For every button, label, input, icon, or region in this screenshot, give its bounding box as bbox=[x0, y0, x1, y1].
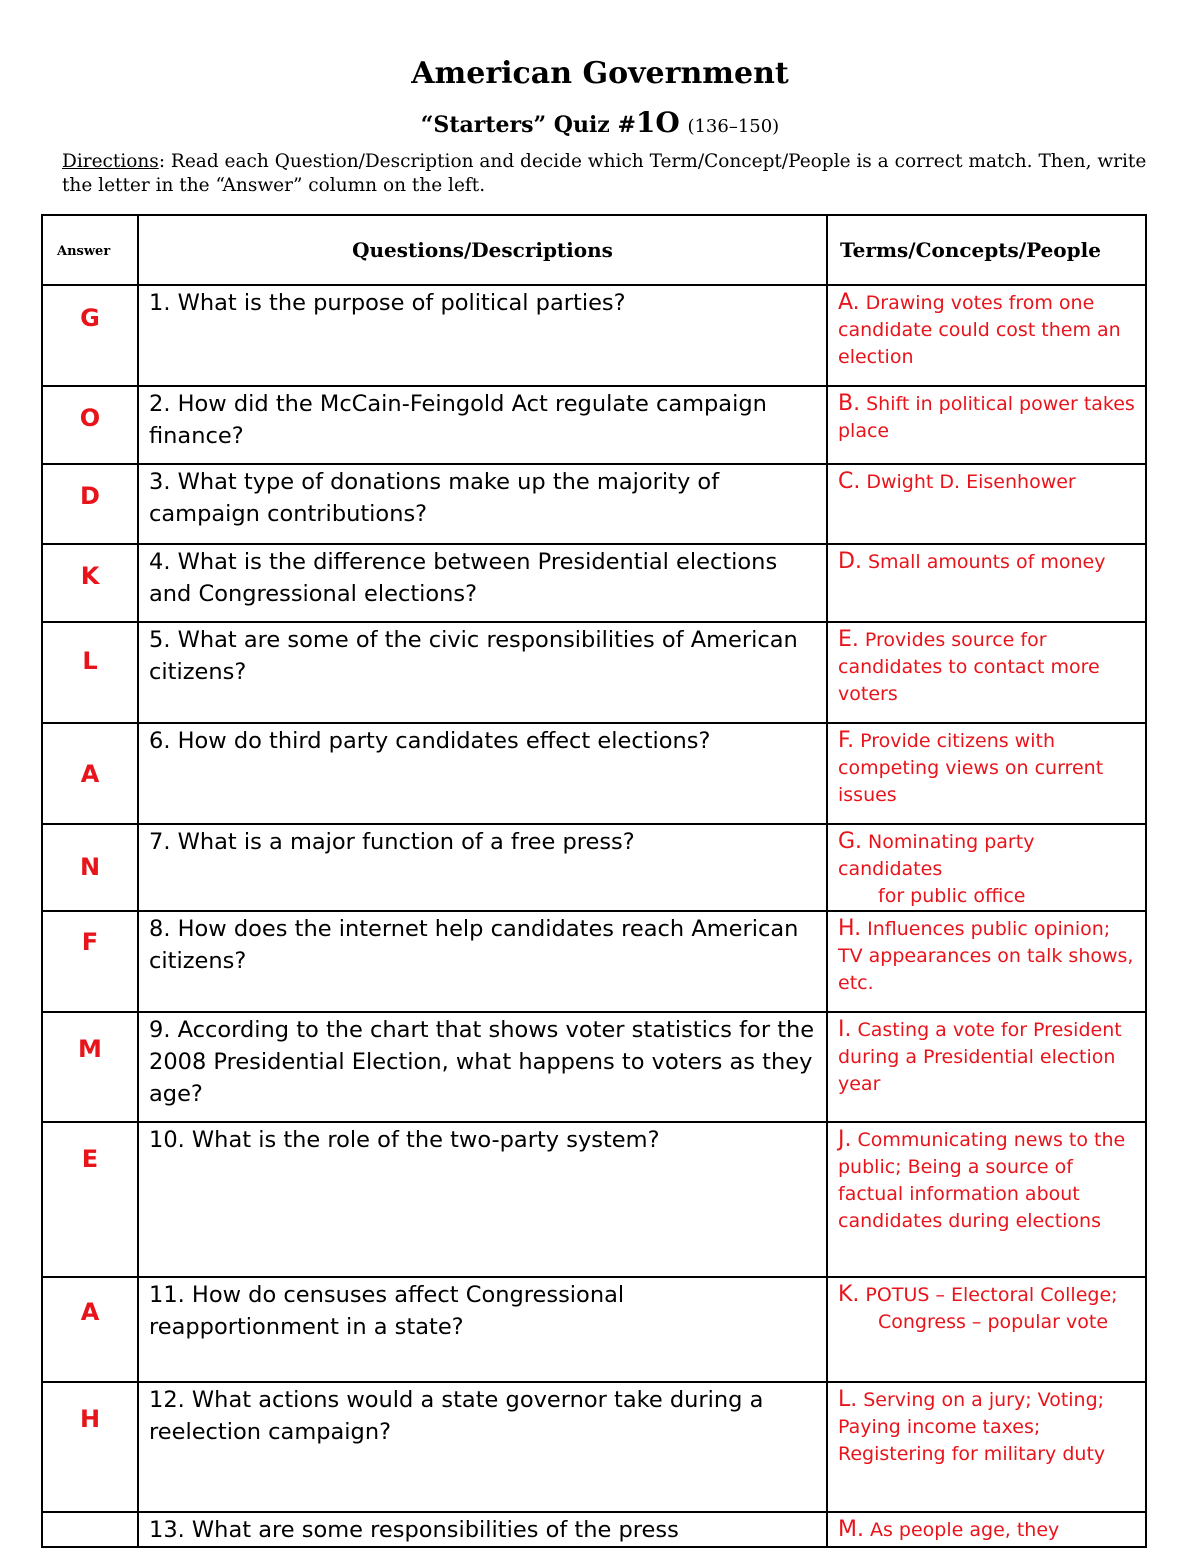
quiz-range: (136–150) bbox=[687, 116, 780, 137]
answer-cell[interactable]: O bbox=[42, 386, 138, 464]
table-row bbox=[42, 911, 1146, 1012]
question-cell: 11. How do censuses affect Congressional reapportionment in a state? bbox=[138, 1277, 827, 1382]
term-cell bbox=[827, 285, 1146, 386]
term-text: Provide citizens with competing views on current issues bbox=[838, 730, 1104, 806]
directions bbox=[62, 150, 1152, 198]
term-text-indent: for public office bbox=[878, 885, 1026, 907]
table-row bbox=[42, 285, 1146, 386]
term-letter: D. bbox=[838, 549, 862, 574]
question-cell: 7. What is a major function of a free press? bbox=[138, 824, 827, 911]
term-cell bbox=[827, 544, 1146, 622]
term-letter: G. bbox=[838, 829, 863, 854]
term-cell bbox=[827, 824, 1146, 911]
question-cell: 10. What is the role of the two-party system? bbox=[138, 1122, 827, 1277]
term-letter: M. bbox=[838, 1517, 864, 1542]
answer-cell[interactable]: L bbox=[42, 622, 138, 723]
answer-cell[interactable]: H bbox=[42, 1382, 138, 1512]
term-cell bbox=[827, 911, 1146, 1012]
term-letter: I. bbox=[838, 1017, 852, 1042]
term-text: Influences public opinion; TV appearances on talk shows, etc. bbox=[838, 918, 1134, 994]
answer-cell[interactable] bbox=[42, 1512, 138, 1547]
question-cell: 12. What actions would a state governor take during a reelection campaign? bbox=[138, 1382, 827, 1512]
term-cell bbox=[827, 1012, 1146, 1122]
question-cell: 1. What is the purpose of political parties? bbox=[138, 285, 827, 386]
term-text: Dwight D. Eisenhower bbox=[866, 471, 1076, 493]
term-cell bbox=[827, 464, 1146, 544]
table-row bbox=[42, 824, 1146, 911]
question-cell: 4. What is the difference between Presidential elections and Congressional elections? bbox=[138, 544, 827, 622]
subtitle-main: “Starters” Quiz # bbox=[420, 112, 636, 138]
term-text: Shift in political power takes place bbox=[838, 393, 1135, 442]
term-cell bbox=[827, 1122, 1146, 1277]
term-text: Drawing votes from one candidate could cost them an election bbox=[838, 292, 1121, 368]
answer-cell[interactable]: K bbox=[42, 544, 138, 622]
table-row bbox=[42, 1277, 1146, 1382]
answer-cell[interactable]: M bbox=[42, 1012, 138, 1122]
term-letter: J. bbox=[838, 1127, 852, 1152]
term-letter: K. bbox=[838, 1282, 860, 1307]
header-answer: Answer bbox=[42, 215, 138, 285]
term-text: Communicating news to the public; Being a source of factual information about candidates during elections bbox=[838, 1129, 1126, 1232]
question-cell: 3. What type of donations make up the majority of campaign contributions? bbox=[138, 464, 827, 544]
term-letter: C. bbox=[838, 469, 861, 494]
term-text-indent: Congress – popular vote bbox=[878, 1311, 1109, 1333]
question-cell: 13. What are some responsibilities of the press bbox=[138, 1512, 827, 1547]
answer-cell[interactable]: A bbox=[42, 723, 138, 824]
directions-text: : Read each Question/Description and decide which Term/Concept/People is a correct match. Then, write the letter in the “Answer” column on the left. bbox=[62, 151, 1147, 196]
page-title: American Government bbox=[411, 56, 789, 91]
term-letter: L. bbox=[838, 1387, 858, 1412]
question-cell: 9. According to the chart that shows voter statistics for the 2008 Presidential Election, what happens to voters as they age? bbox=[138, 1012, 827, 1122]
question-cell: 6. How do third party candidates effect elections? bbox=[138, 723, 827, 824]
term-text: Provides source for candidates to contact more voters bbox=[838, 629, 1100, 705]
table-row bbox=[42, 464, 1146, 544]
table-row bbox=[42, 544, 1146, 622]
term-letter: H. bbox=[838, 916, 862, 941]
term-text: Casting a vote for President during a Presidential election year bbox=[838, 1019, 1122, 1095]
question-cell: 8. How does the internet help candidates reach American citizens? bbox=[138, 911, 827, 1012]
term-cell bbox=[827, 723, 1146, 824]
term-cell bbox=[827, 1512, 1146, 1547]
term-cell bbox=[827, 1382, 1146, 1512]
answer-cell[interactable]: E bbox=[42, 1122, 138, 1277]
term-text: POTUS – Electoral College; bbox=[865, 1284, 1118, 1306]
answer-cell[interactable]: N bbox=[42, 824, 138, 911]
question-cell: 5. What are some of the civic responsibilities of American citizens? bbox=[138, 622, 827, 723]
answer-cell[interactable]: F bbox=[42, 911, 138, 1012]
answer-cell[interactable]: A bbox=[42, 1277, 138, 1382]
term-cell bbox=[827, 622, 1146, 723]
question-cell: 2. How did the McCain-Feingold Act regulate campaign finance? bbox=[138, 386, 827, 464]
directions-label: Directions bbox=[62, 151, 159, 172]
answer-cell[interactable]: G bbox=[42, 285, 138, 386]
term-cell bbox=[827, 1277, 1146, 1382]
table-row bbox=[42, 1512, 1146, 1547]
term-cell bbox=[827, 386, 1146, 464]
header-questions: Questions/Descriptions bbox=[138, 215, 827, 285]
table-row bbox=[42, 1382, 1146, 1512]
quiz-number: 1O bbox=[635, 106, 680, 139]
term-letter: A. bbox=[838, 290, 860, 315]
answer-cell[interactable]: D bbox=[42, 464, 138, 544]
term-letter: F. bbox=[838, 728, 855, 753]
table-header-row bbox=[42, 215, 1146, 285]
term-letter: E. bbox=[838, 627, 859, 652]
quiz-table bbox=[41, 214, 1147, 1548]
page-subtitle bbox=[0, 106, 1200, 139]
table-row bbox=[42, 386, 1146, 464]
term-text: Small amounts of money bbox=[867, 551, 1106, 573]
table-row bbox=[42, 723, 1146, 824]
term-text: Serving on a jury; Voting; Paying income taxes; Registering for military duty bbox=[838, 1389, 1106, 1465]
term-text: As people age, they bbox=[869, 1519, 1060, 1541]
table-row bbox=[42, 622, 1146, 723]
table-row bbox=[42, 1122, 1146, 1277]
table-row bbox=[42, 1012, 1146, 1122]
header-terms: Terms/Concepts/People bbox=[827, 215, 1146, 285]
term-letter: B. bbox=[838, 391, 861, 416]
term-text: Nominating party candidates bbox=[838, 831, 1035, 880]
